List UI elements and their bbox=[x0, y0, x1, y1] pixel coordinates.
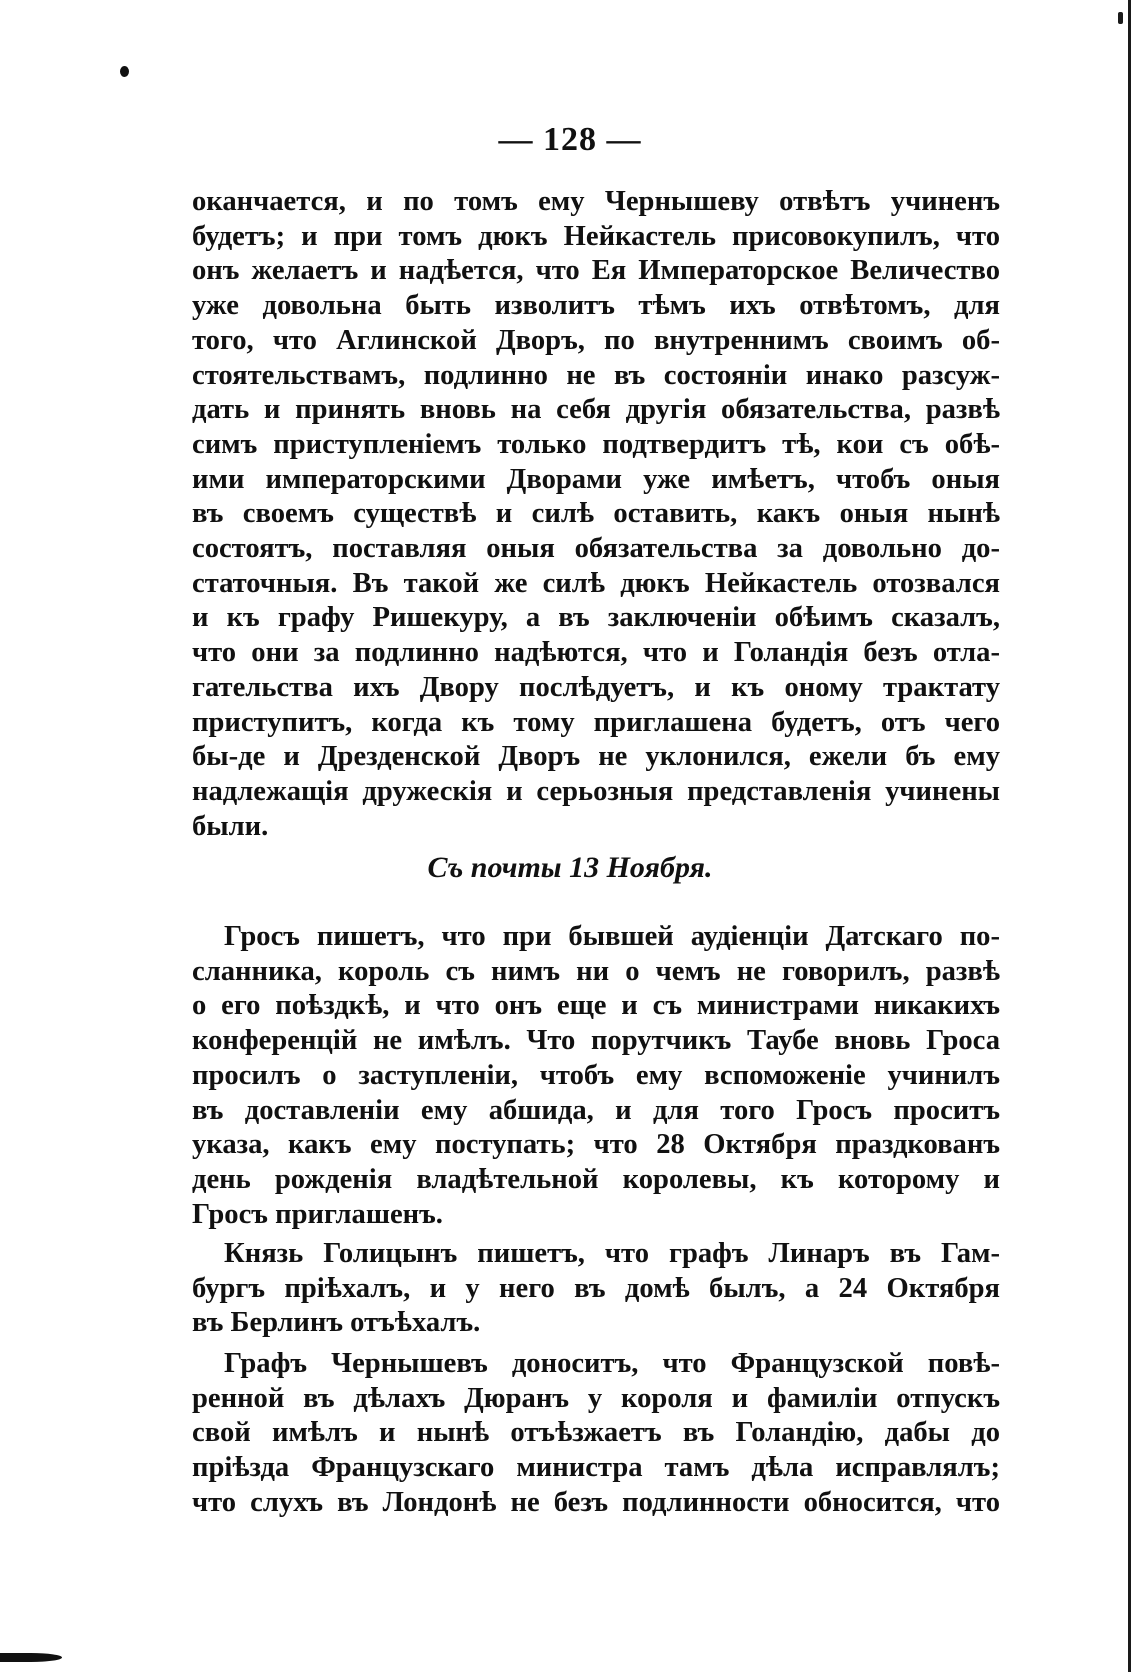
text-line: приступитъ, когда къ тому приглашена будетъ, отъ чего bbox=[192, 706, 1000, 738]
text-line: день рожденія владѣтельной королевы, къ которому и bbox=[192, 1163, 1000, 1195]
text-line: о его поѣздкѣ, и что онъ еще и съ министрами никакихъ bbox=[192, 990, 1000, 1022]
text-line: ими императорскими Дворами уже имѣетъ, чтобъ оныя bbox=[192, 463, 1000, 495]
ink-smudge bbox=[0, 1653, 62, 1662]
paragraph-3 bbox=[192, 1237, 1000, 1341]
text-line: были. bbox=[192, 810, 269, 842]
text-line: состоятъ, поставляя оныя обязательства за довольно до- bbox=[192, 533, 1000, 565]
text-line: Князь Голицынъ пишетъ, что графъ Линаръ въ Гам- bbox=[224, 1238, 1000, 1269]
text-line: что они за подлинно надѣются, что и Голандія безъ отла- bbox=[192, 637, 1000, 669]
text-line: будетъ; и при томъ дюкъ Нейкастель присовокупилъ, что bbox=[192, 220, 1000, 252]
text-line: что слухъ въ Лондонѣ не безъ подлинности обносится, что bbox=[192, 1486, 1000, 1518]
text-line: указа, какъ ему поступать; что 28 Октября праздкованъ bbox=[192, 1129, 1000, 1161]
text-line: бургъ пріѣхалъ, и у него въ домѣ былъ, а 24 Октября bbox=[192, 1272, 1000, 1304]
text-line: и къ графу Ришекуру, а въ заключеніи обѣимъ сказалъ, bbox=[192, 602, 1000, 634]
text-line: въ Берлинъ отъѣхалъ. bbox=[192, 1307, 481, 1339]
text-line: въ доставленіи ему абшида, и для того Гросъ проситъ bbox=[192, 1094, 1000, 1126]
text-line: бы-де и Дрезденской Дворъ не уклонился, ежели бъ ему bbox=[192, 741, 1000, 773]
text-line: въ своемъ существѣ и силѣ оставить, какъ оныя нынѣ bbox=[192, 498, 1000, 530]
text-line: надлежащія дружескія и серьозныя представленія учинены bbox=[192, 775, 1000, 807]
text-line: конференцій не имѣлъ. Что порутчикъ Таубе вновь Гроса bbox=[192, 1025, 1000, 1057]
text-line: Гросъ пишетъ, что при бывшей аудіенціи Датскаго по- bbox=[224, 921, 1000, 952]
text-line: гательства ихъ Двору послѣдуетъ, и къ оному трактату bbox=[192, 671, 1000, 703]
paragraph-4 bbox=[192, 1347, 1000, 1521]
page-edge-line bbox=[1128, 0, 1131, 1672]
text-line: Графъ Чернышевъ доноситъ, что Французской повѣ- bbox=[224, 1348, 1000, 1379]
text-line: оканчается, и по томъ ему Чернышеву отвѣтъ учиненъ bbox=[192, 186, 1000, 217]
section-heading: Съ почты 13 Ноября. bbox=[427, 851, 713, 884]
paragraph-1 bbox=[192, 185, 1000, 844]
text-line: статочныя. Въ такой же силѣ дюкъ Нейкастель отозвался bbox=[192, 567, 1000, 599]
text-line: пріѣзда Французскаго министра тамъ дѣла исправлялъ; bbox=[192, 1452, 1000, 1484]
text-line: ренной въ дѣлахъ Дюранъ у короля и фамиліи отпускъ bbox=[192, 1382, 1000, 1414]
text-line: уже довольна быть изволитъ тѣмъ ихъ отвѣтомъ, для bbox=[192, 290, 1000, 322]
page-edge-mark bbox=[1118, 12, 1123, 24]
text-line: того, что Аглинской Дворъ, по внутреннимъ своимъ об- bbox=[192, 324, 1000, 356]
text-line: дать и принять вновь на себя другія обязательства, развѣ bbox=[192, 394, 1000, 426]
text-line: сланника, король съ нимъ ни о чемъ не говорилъ, развѣ bbox=[192, 955, 1000, 987]
ink-spot bbox=[120, 66, 129, 77]
text-line: симъ приступленіемъ только подтвердитъ тѣ, кои съ обѣ- bbox=[192, 428, 1000, 460]
text-line: свой имѣлъ и нынѣ отъѣзжаетъ въ Голандію, дабы до bbox=[192, 1417, 1000, 1449]
text-line: онъ желаетъ и надѣется, что Ея Императорское Величество bbox=[192, 255, 1000, 287]
text-line: просилъ о заступленіи, чтобъ ему вспоможеніе учинилъ bbox=[192, 1059, 1000, 1091]
paragraph-2 bbox=[192, 920, 1000, 1232]
text-line: Гросъ приглашенъ. bbox=[192, 1198, 443, 1230]
page-number: — 128 — bbox=[498, 121, 642, 158]
text-line: стоятельствамъ, подлинно не въ состояніи инако разсуж- bbox=[192, 359, 1000, 391]
